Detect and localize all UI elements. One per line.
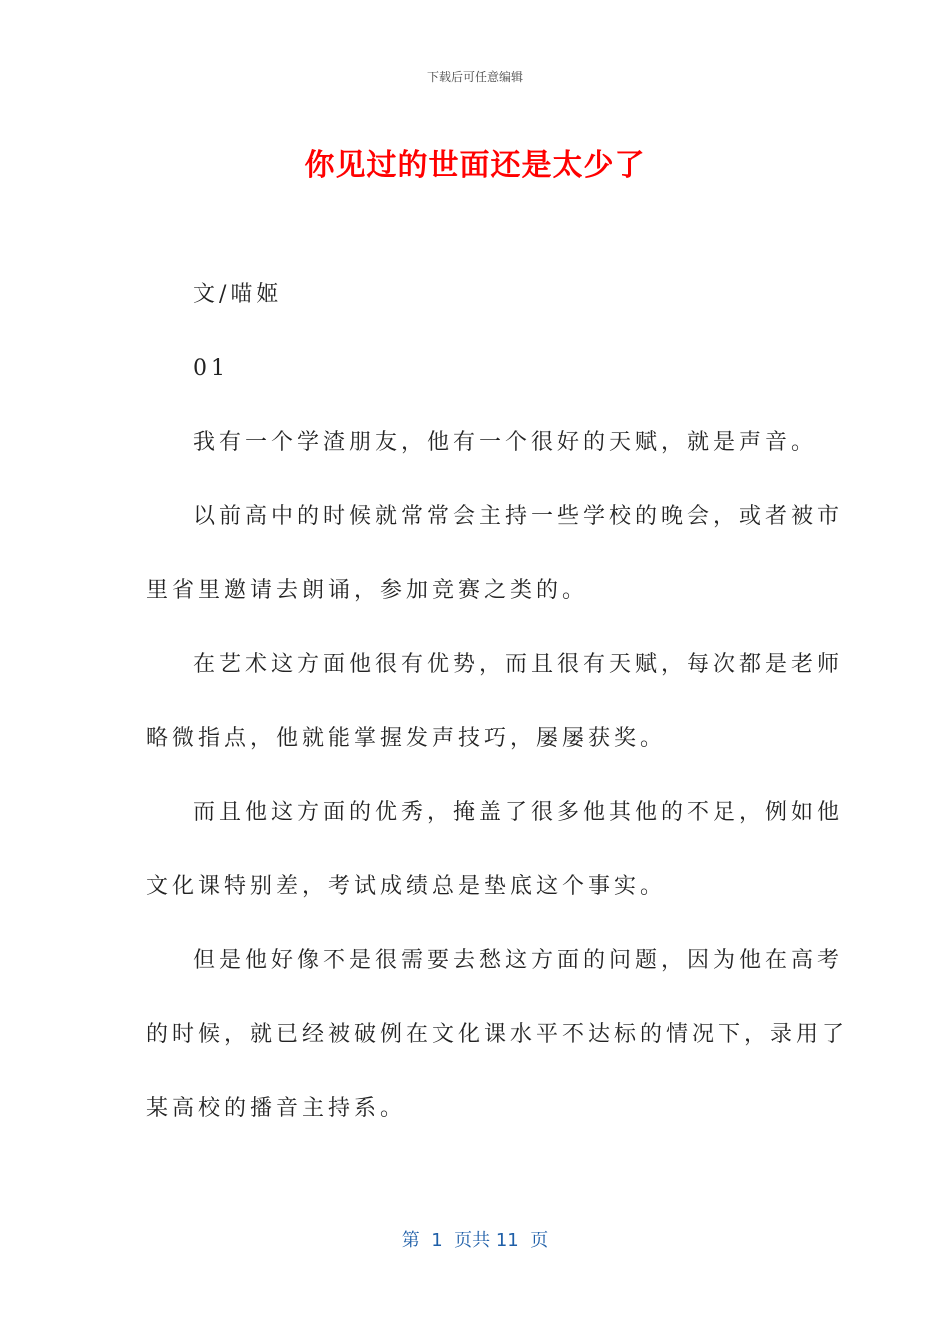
body-line: 文/喵姬 (193, 282, 283, 307)
body-line: 以前高中的时候就常常会主持一些学校的晚会，或者被市 (193, 504, 844, 529)
body-line: 某高校的播音主持系。 (146, 1096, 407, 1121)
body-line: 但是他好像不是很需要去愁这方面的问题，因为他在高考 (193, 948, 844, 973)
article-body (146, 258, 849, 1146)
body-line: 文化课特别差，考试成绩总是垫底这个事实。 (146, 874, 667, 899)
body-line: 而且他这方面的优秀，掩盖了很多他其他的不足，例如他 (193, 800, 844, 825)
body-line: 01 (193, 356, 229, 381)
header-note: 下载后可任意编辑 (426, 70, 523, 84)
body-line: 我有一个学渣朋友，他有一个很好的天赋，就是声音。 (193, 430, 818, 455)
body-line: 的时候，就已经被破例在文化课水平不达标的情况下，录用了 (146, 1022, 849, 1047)
body-line: 在艺术这方面他很有优势，而且很有天赋，每次都是老师 (193, 652, 844, 677)
article-title: 你见过的世面还是太少了 (304, 148, 646, 183)
page-footer: 第 1 页共 11 页 (401, 1230, 549, 1251)
body-line: 里省里邀请去朗诵，参加竞赛之类的。 (146, 578, 589, 603)
body-line: 略微指点，他就能掌握发声技巧，屡屡获奖。 (146, 726, 667, 751)
